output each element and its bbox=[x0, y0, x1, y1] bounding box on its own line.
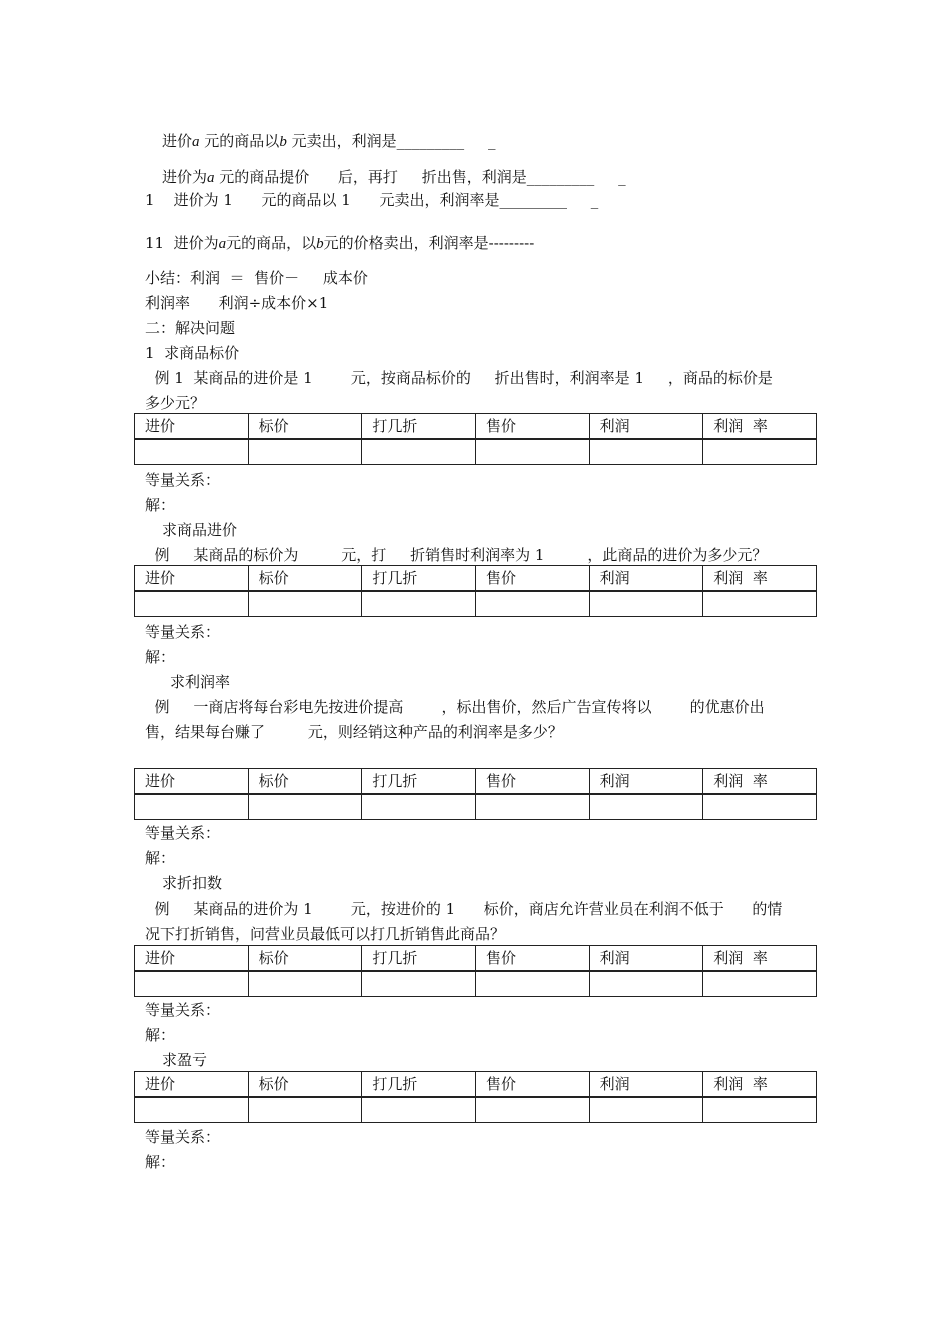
example-text: 例 某商品的标价为 元，打 折销售时利润率为 1 ，此商品的进价为多少元？ bbox=[145, 546, 768, 564]
text: 元的商品以 bbox=[204, 132, 280, 150]
table-cell bbox=[589, 794, 703, 820]
variable-a: a bbox=[192, 134, 200, 150]
table-header-cell: 标价 bbox=[248, 1072, 362, 1098]
table-header-cell: 售价 bbox=[475, 769, 589, 795]
text: 进价 bbox=[162, 132, 193, 150]
table-header-cell: 进价 bbox=[135, 946, 249, 972]
problem-line-3 bbox=[145, 190, 598, 210]
table-cell bbox=[362, 439, 476, 465]
subsection-heading: 求利润率 bbox=[170, 673, 231, 691]
solution-label: 解： bbox=[145, 1153, 176, 1171]
table-cell bbox=[362, 591, 476, 617]
table-header-cell: 售价 bbox=[475, 946, 589, 972]
subsection-heading: 求折扣数 bbox=[162, 874, 223, 892]
table-cell bbox=[362, 971, 476, 997]
text: 元的商品，以 bbox=[226, 234, 317, 252]
table-header-cell: 打几折 bbox=[362, 946, 476, 972]
variable-a: a bbox=[218, 236, 227, 252]
table-cell bbox=[703, 794, 817, 820]
summary-profit: 小结：利润 ＝ 售价－ 成本价 bbox=[145, 269, 368, 287]
table-header-cell: 利润 bbox=[589, 946, 703, 972]
table-cell bbox=[135, 439, 249, 465]
table-header-cell: 进价 bbox=[135, 1072, 249, 1098]
table-header-cell: 利润 率 bbox=[703, 414, 817, 440]
answer-blank: _________ _ bbox=[499, 191, 599, 209]
solution-label: 解： bbox=[145, 496, 176, 514]
table-header-row bbox=[135, 946, 817, 972]
table-cell bbox=[248, 971, 362, 997]
worksheet-table bbox=[134, 945, 817, 997]
worksheet-table bbox=[134, 565, 817, 617]
table-header-cell: 利润 bbox=[589, 769, 703, 795]
solution-label: 解： bbox=[145, 849, 176, 867]
table-cell bbox=[475, 439, 589, 465]
table-cell bbox=[362, 794, 476, 820]
table-cell bbox=[248, 1097, 362, 1123]
table-header-cell: 标价 bbox=[248, 414, 362, 440]
table-header-row bbox=[135, 769, 817, 795]
table-cell bbox=[248, 439, 362, 465]
example-text: 例 某商品的进价为 1 元，按进价的 1 标价，商店允许营业员在利润不低于 的情 bbox=[145, 900, 783, 918]
text: 元卖出，利润是 bbox=[291, 132, 397, 150]
table-header-cell: 进价 bbox=[135, 566, 249, 592]
example-text: 多少元？ bbox=[145, 394, 206, 412]
table-row bbox=[135, 591, 817, 617]
table-cell bbox=[135, 971, 249, 997]
answer-blank: _________ _ bbox=[526, 168, 626, 186]
text: 进价为 bbox=[162, 168, 208, 186]
table-header-cell: 利润 bbox=[589, 414, 703, 440]
table-header-cell: 进价 bbox=[135, 414, 249, 440]
table-header-cell: 标价 bbox=[248, 946, 362, 972]
table-cell bbox=[703, 1097, 817, 1123]
table-header-cell: 打几折 bbox=[362, 1072, 476, 1098]
text: 11 进价为 bbox=[145, 234, 219, 252]
table-header-cell: 售价 bbox=[475, 1072, 589, 1098]
example-text: 例 1 某商品的进价是 1 元，按商品标价的 折出售时，利润率是 1 ，商品的标价是 bbox=[145, 369, 773, 387]
table-header-cell: 打几折 bbox=[362, 414, 476, 440]
table-cell bbox=[589, 591, 703, 617]
example-text: 例 一商店将每台彩电先按进价提高 ，标出售价，然后广告宣传将以 的优惠价出 bbox=[145, 698, 765, 716]
table-header-cell: 标价 bbox=[248, 566, 362, 592]
table-row bbox=[135, 971, 817, 997]
table-header-row bbox=[135, 566, 817, 592]
subsection-heading: 求盈亏 bbox=[162, 1051, 208, 1069]
table-header-cell: 利润 率 bbox=[703, 1072, 817, 1098]
example-text: 况下打折销售，问营业员最低可以打几折销售此商品？ bbox=[145, 925, 506, 943]
table-header-cell: 利润 bbox=[589, 1072, 703, 1098]
table-header-cell: 打几折 bbox=[362, 566, 476, 592]
summary-profit-rate: 利润率 利润÷成本价×1 bbox=[145, 294, 329, 312]
table-cell bbox=[135, 1097, 249, 1123]
equation-label: 等量关系： bbox=[145, 1128, 221, 1146]
solution-label: 解： bbox=[145, 1026, 176, 1044]
table-row bbox=[135, 439, 817, 465]
table-header-cell: 标价 bbox=[248, 769, 362, 795]
text: 1 进价为 1 元的商品以 1 元卖出，利润率是 bbox=[145, 191, 500, 209]
worksheet-table bbox=[134, 1071, 817, 1123]
worksheet-table bbox=[134, 768, 817, 820]
subsection-heading: 求商品进价 bbox=[162, 521, 238, 539]
table-cell bbox=[589, 439, 703, 465]
table-cell bbox=[135, 591, 249, 617]
problem-line-2 bbox=[162, 167, 626, 188]
answer-blank: --------- bbox=[488, 234, 535, 252]
table-cell bbox=[703, 971, 817, 997]
table-header-cell: 售价 bbox=[475, 414, 589, 440]
variable-a: a bbox=[207, 170, 215, 186]
variable-b: b bbox=[316, 236, 324, 252]
table-header-cell: 利润 率 bbox=[703, 946, 817, 972]
table-header-row bbox=[135, 1072, 817, 1098]
table-header-cell: 利润 bbox=[589, 566, 703, 592]
table-cell bbox=[475, 794, 589, 820]
table-row bbox=[135, 1097, 817, 1123]
table-cell bbox=[703, 591, 817, 617]
table-cell bbox=[589, 971, 703, 997]
table-cell bbox=[248, 591, 362, 617]
text: 元的价格卖出，利润率是 bbox=[323, 234, 489, 252]
text: 元的商品提价 后，再打 折出售，利润是 bbox=[219, 168, 527, 186]
table-cell bbox=[248, 794, 362, 820]
table-cell bbox=[475, 1097, 589, 1123]
table-cell bbox=[475, 971, 589, 997]
table-header-cell: 利润 率 bbox=[703, 769, 817, 795]
example-text: 售，结果每台赚了 元，则经销这种产品的利润率是多少？ bbox=[145, 723, 563, 741]
subsection-heading: 1 求商品标价 bbox=[145, 344, 240, 362]
equation-label: 等量关系： bbox=[145, 471, 221, 489]
table-header-cell: 打几折 bbox=[362, 769, 476, 795]
table-header-cell: 利润 率 bbox=[703, 566, 817, 592]
section-heading: 二：解决问题 bbox=[145, 319, 236, 337]
variable-b: b bbox=[279, 134, 287, 150]
table-cell bbox=[475, 591, 589, 617]
table-cell bbox=[703, 439, 817, 465]
equation-label: 等量关系： bbox=[145, 623, 221, 641]
problem-line-1 bbox=[162, 131, 495, 152]
worksheet-table bbox=[134, 413, 817, 465]
table-header-cell: 进价 bbox=[135, 769, 249, 795]
problem-line-4 bbox=[145, 233, 534, 254]
solution-label: 解： bbox=[145, 648, 176, 666]
table-row bbox=[135, 794, 817, 820]
equation-label: 等量关系： bbox=[145, 1001, 221, 1019]
table-cell bbox=[135, 794, 249, 820]
equation-label: 等量关系： bbox=[145, 824, 221, 842]
table-cell bbox=[589, 1097, 703, 1123]
table-header-cell: 售价 bbox=[475, 566, 589, 592]
answer-blank: _________ _ bbox=[396, 132, 496, 150]
table-header-row bbox=[135, 414, 817, 440]
table-cell bbox=[362, 1097, 476, 1123]
